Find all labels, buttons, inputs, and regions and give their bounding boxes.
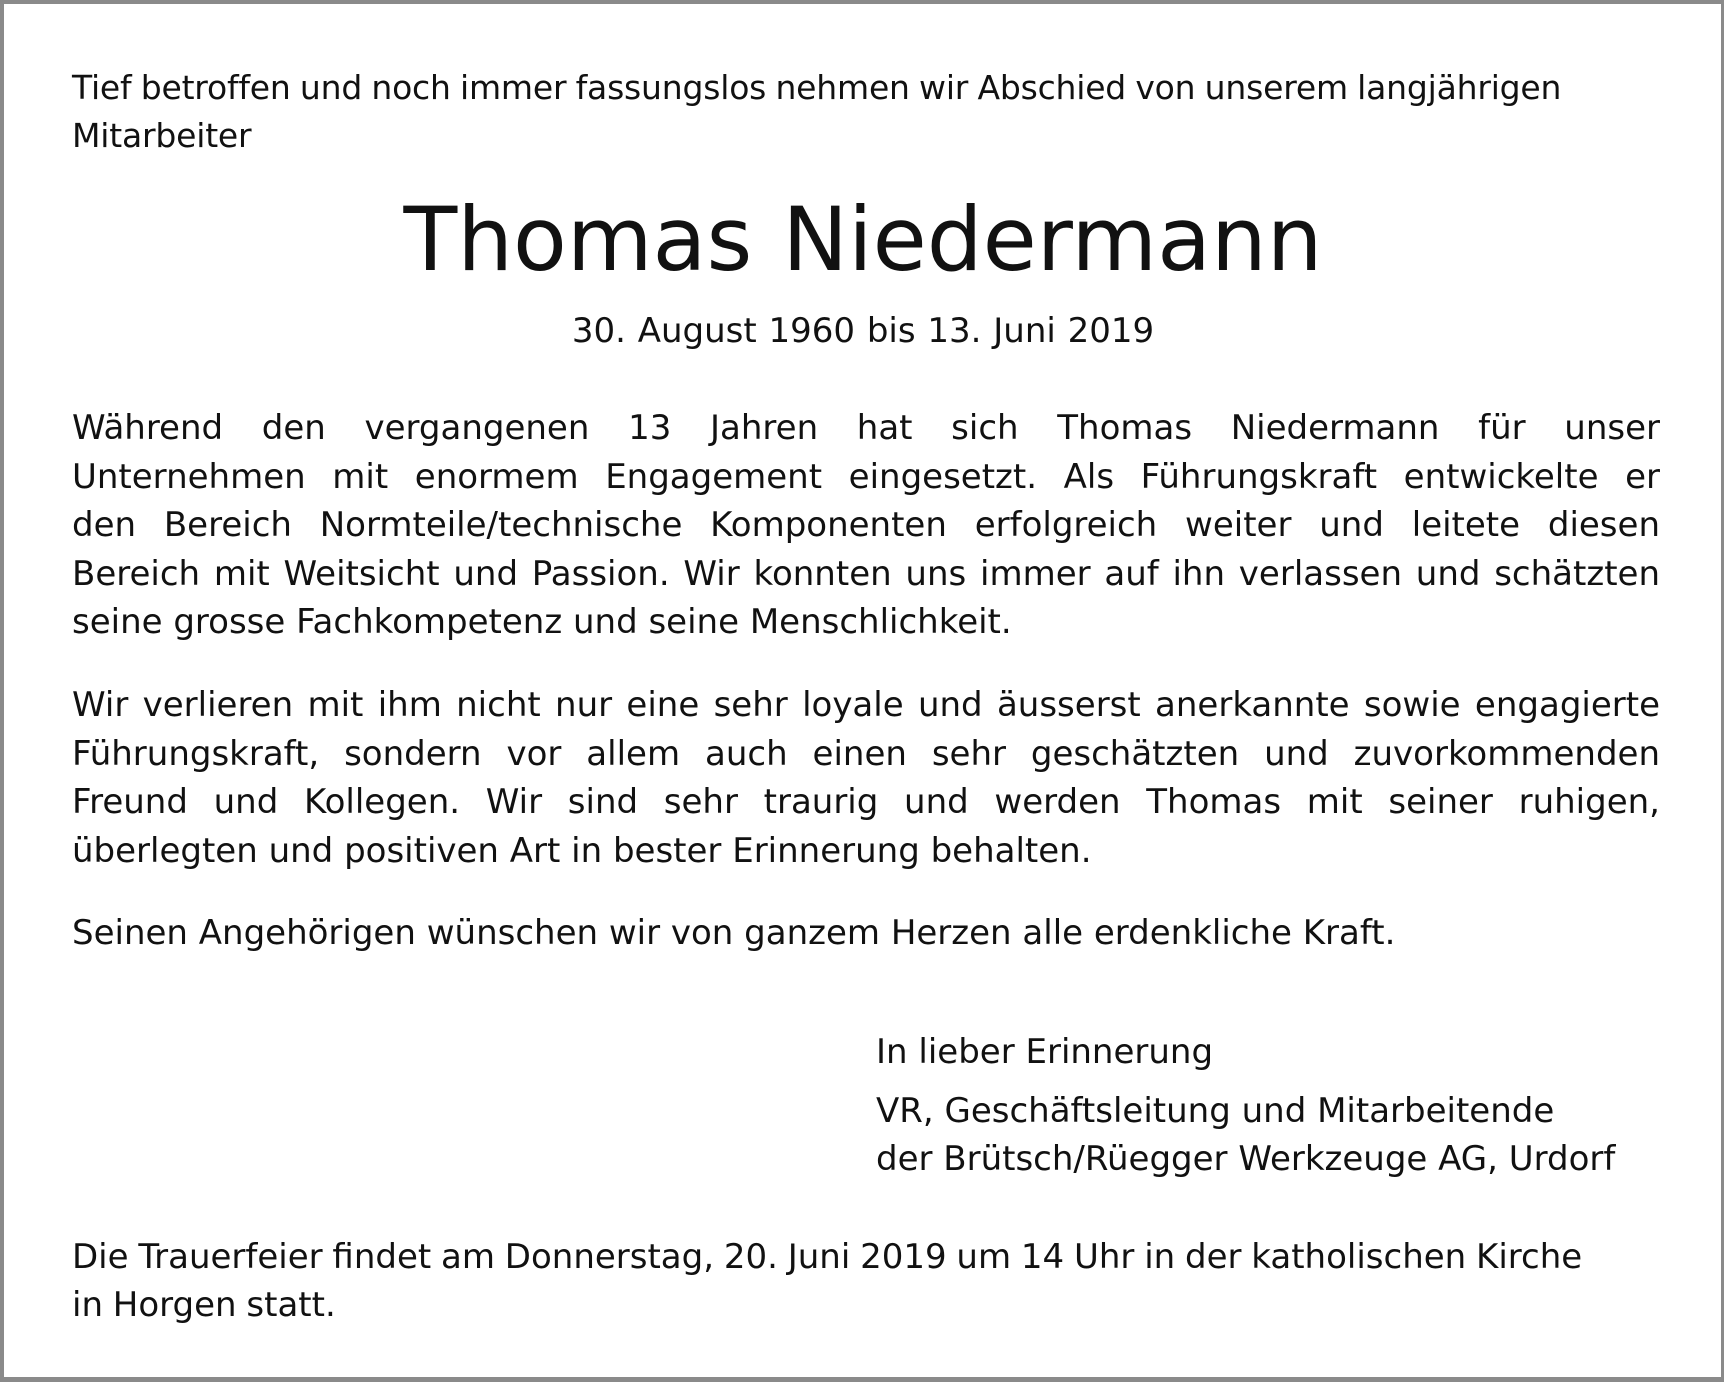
intro-line: Mitarbeiter [72,116,252,155]
paragraph-line: Unternehmen mit enormem Engagement eingesetzt. Als Führungskraft entwickelte er [72,456,1660,497]
paragraph-line: überlegten und positiven Art in bester Erinnerung behalten. [72,830,1092,871]
paragraph-line: Freund und Kollegen. Wir sind sehr traurig und werden Thomas mit seiner ruhigen, [72,782,1660,822]
signoff-sender-line-2: der Brütsch/Rüegger Werkzeuge AG, Urdorf [876,1139,1616,1179]
intro-text [72,64,1660,160]
funeral-notice [72,1233,1660,1329]
paragraph-line: den Bereich Normteile/technische Komponenten erfolgreich weiter und leitete diesen [72,505,1660,545]
deceased-name: Thomas Niedermann [403,188,1323,291]
paragraph-line: Führungskraft, sondern vor allem auch einen sehr geschätzten und zuvorkommenden [72,733,1660,774]
paragraph-line: Wir verlieren mit ihm nicht nur eine sehr loyale und äusserst anerkannte sowie engagierte [72,685,1660,725]
tribute-paragraph-2 [72,681,1660,875]
paragraph-line: Seinen Angehörigen wünschen wir von ganzem Herzen alle erdenkliche Kraft. [72,913,1396,953]
funeral-line: Die Trauerfeier findet am Donnerstag, 20. Juni 2019 um 14 Uhr in der katholischen Kirche [72,1237,1583,1277]
funeral-line: in Horgen statt. [72,1285,336,1325]
paragraph-line: seine grosse Fachkompetenz und seine Menschlichkeit. [72,602,1012,642]
paragraph-line: Während den vergangenen 13 Jahren hat sich Thomas Niedermann für unser [72,408,1660,448]
signoff-greeting: In lieber Erinnerung [876,1032,1214,1072]
life-dates: 30. August 1960 bis 13. Juni 2019 [571,311,1155,351]
condolence-paragraph [72,909,1660,958]
tribute-paragraph-1 [72,404,1660,647]
paragraph-line: Bereich mit Weitsicht und Passion. Wir konnten uns immer auf ihn verlassen und schätzten [72,553,1660,594]
signoff-sender-line-1: VR, Geschäftsleitung und Mitarbeitende [876,1091,1555,1131]
intro-line: Tief betroffen und noch immer fassungslos nehmen wir Abschied von unserem langjährigen [72,68,1562,107]
